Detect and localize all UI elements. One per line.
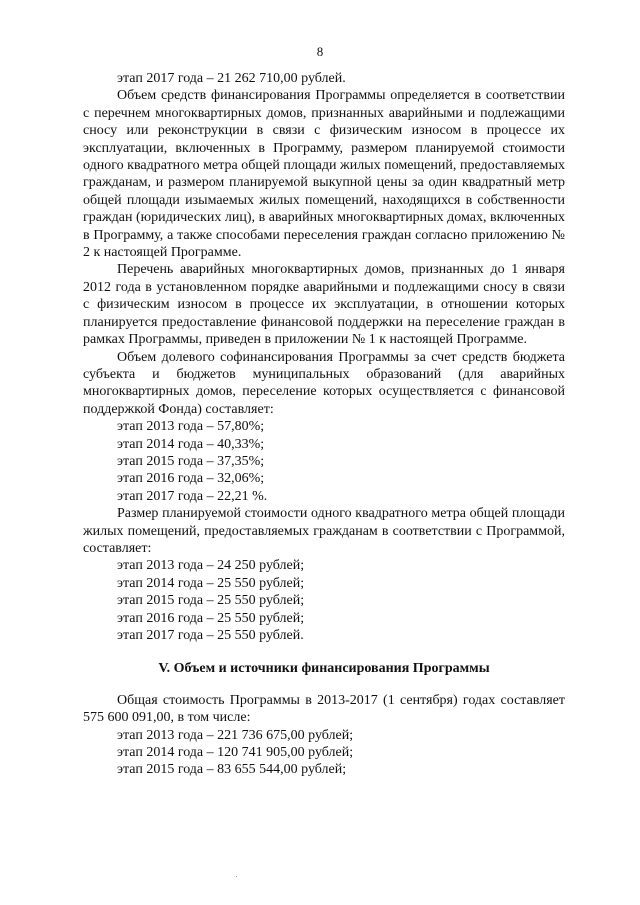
list-item: этап 2016 года – 25 550 рублей; <box>117 610 305 626</box>
paragraph-total-cost: Общая стоимость Программы в 2013-2017 (1 сентября) годах составляет 575 600 091,00, в том числе: <box>83 692 565 726</box>
list-item: этап 2013 года – 221 736 675,00 рублей; <box>117 727 354 743</box>
total-cost-list <box>83 727 565 779</box>
list-item: этап 2017 года – 22,21 %. <box>117 488 268 504</box>
section-heading: V. Объем и источники финансирования Программы <box>158 661 490 677</box>
list-item: этап 2015 года – 25 550 рублей; <box>117 593 305 609</box>
document-body <box>83 70 565 779</box>
list-item: этап 2015 года – 83 655 544,00 рублей; <box>117 762 347 778</box>
scan-speck <box>236 876 237 877</box>
list-item: этап 2013 года – 57,80%; <box>117 419 265 435</box>
page-number: 8 <box>316 44 324 59</box>
paragraph-cofinancing: Объем долевого софинансирования Программы за счет средств бюджета субъекта и бюджетов муниципальных образований (для аварийных многоквартирных домов, переселение которых осуществляется с финансовой поддержкой Фонда) составляет: <box>83 349 565 417</box>
list-item: этап 2014 года – 40,33%; <box>117 436 265 452</box>
list-item: этап 2013 года – 24 250 рублей; <box>117 558 305 574</box>
sqm-cost-list <box>83 557 565 644</box>
list-item: этап 2016 года – 32,06%; <box>117 471 265 487</box>
list-item: этап 2017 года – 25 550 рублей. <box>117 628 304 643</box>
list-item: этап 2014 года – 120 741 905,00 рублей; <box>117 745 354 761</box>
intro-line: этап 2017 года – 21 262 710,00 рублей. <box>117 71 346 86</box>
paragraph-financing-volume: Объем средств финансирования Программы определяется в соответствии с перечнем многоквартирных домов, признанных аварийными и подлежащими сносу или реконструкции в связи с физическим износом в процессе их эксплуатации, включенных в Программу, размером планируемой стоимости одного квадратного метра общей площади жилых помещений, предоставляемых гражданам, и размером планируемой выкупной цены за один квадратный метр общей площади изымаемых жилых помещений, находящихся в собственности граждан (юридических лиц), в аварийных многоквартирных домах, включенных в Программу, а также способами переселения граждан согласно приложению № 2 к настоящей Программе. <box>83 88 565 261</box>
cofinancing-list <box>83 418 565 505</box>
paragraph-sqm-cost: Размер планируемой стоимости одного квадратного метра общей площади жилых помещений, предоставляемых гражданам в соответствии с Программой, составляет: <box>83 506 565 556</box>
list-item: этап 2015 года – 37,35%; <box>117 453 265 469</box>
list-item: этап 2014 года – 25 550 рублей; <box>117 575 305 591</box>
paragraph-emergency-houses-list: Перечень аварийных многоквартирных домов, признанных до 1 января 2012 года в установленном порядке аварийными и подлежащими сносу в связи с физическим износом в процессе их эксплуатации, в отношении которых планируется предоставление финансовой поддержки на переселение граждан в рамках Программы, приведен в приложении № 1 к настоящей Программе. <box>83 262 565 348</box>
